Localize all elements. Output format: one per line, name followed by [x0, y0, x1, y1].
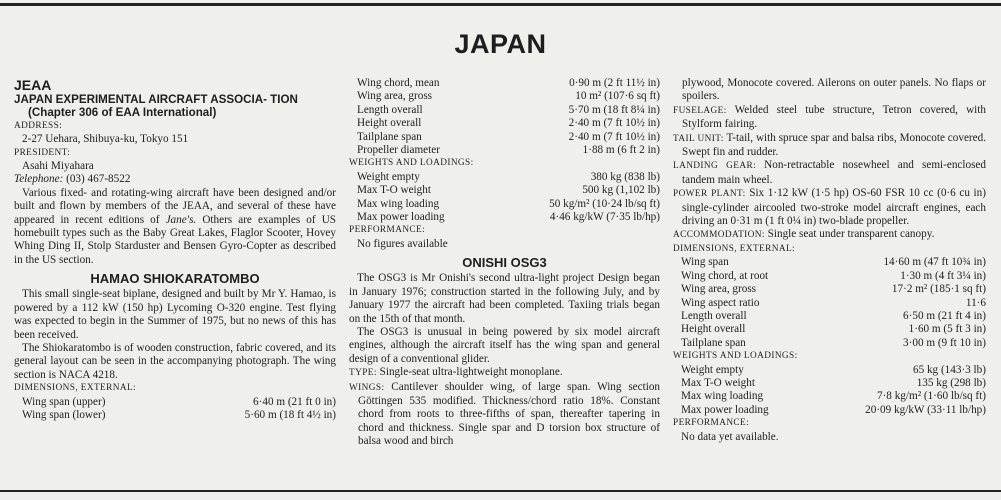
spec-value: 14·60 m (47 ft 10¾ in): [883, 256, 986, 269]
telephone-line: [14, 173, 336, 186]
wings-label: WINGS:: [349, 382, 385, 393]
onishi-performance-text: No data yet available.: [681, 430, 779, 443]
hamao-performance-text: No figures available: [357, 237, 448, 250]
accommodation-label: ACCOMMODATION:: [673, 230, 765, 241]
spec-row: [673, 377, 986, 390]
spec-label: Wing span (upper): [22, 395, 106, 408]
telephone-number: (03) 467-8522: [66, 173, 131, 186]
president-name: Asahi Miyahara: [22, 160, 94, 173]
spec-label: Propeller diameter: [357, 144, 440, 157]
spec-value: 1·88 m (6 ft 2 in): [582, 144, 660, 157]
onishi-wings: [349, 381, 660, 449]
spec-row: [673, 297, 986, 310]
intro-text-b: Others are examples of US homebuilt types such as the Baby Great Lakes, Flaglor Scooter, Hovey Whing Ding II, Stolp Starduster and Bensen Gyro-Copter as described in the US section.: [14, 213, 336, 266]
spec-value: 1·60 m (5 ft 3 in): [908, 323, 986, 336]
spec-label: Wing chord, at root: [681, 269, 769, 282]
column-2: [349, 77, 660, 449]
hamao-weights-label: WEIGHTS AND LOADINGS:: [349, 158, 474, 169]
spec-label: Wing area, gross: [681, 283, 757, 296]
address-label: ADDRESS:: [14, 120, 63, 131]
spec-row: [673, 310, 986, 323]
telephone-label: Telephone:: [14, 173, 64, 186]
spec-row: [673, 404, 986, 417]
spec-row: [14, 409, 336, 422]
tail-label: TAIL UNIT:: [673, 133, 724, 144]
column-1: [14, 77, 336, 422]
onishi-paragraph-1: The OSG3 is Mr Onishi's second ultra-light project Design began in January 1976; construction started in the following July, and by January 1977 the aircraft had been completed. Taxiing trials began on the 15th of that month.: [349, 272, 660, 325]
spec-label: Wing span (lower): [22, 408, 106, 421]
spec-label: Height overall: [357, 117, 422, 130]
onishi-dimensions-label: DIMENSIONS, EXTERNAL:: [673, 243, 796, 254]
onishi-performance-label: PERFORMANCE:: [673, 418, 750, 429]
page-title: JAPAN: [454, 29, 547, 59]
spec-value: 10 m² (107·6 sq ft): [575, 90, 660, 103]
bottom-rule: [0, 490, 1001, 492]
spec-value: 380 kg (838 lb): [590, 170, 660, 183]
spec-row: [14, 396, 336, 409]
spec-label: Length overall: [681, 309, 747, 322]
spec-row: [349, 131, 660, 144]
spec-label: Weight empty: [357, 170, 420, 183]
spec-label: Wing area, gross: [357, 90, 433, 103]
tail-text: T-tail, with spruce spar and balsa ribs, Monocote covered. Swept fin and rudder.: [682, 131, 986, 159]
spec-label: Wing chord, mean: [357, 77, 440, 89]
spec-row: [673, 337, 986, 350]
spec-value: 4·46 kg/kW (7·35 lb/hp): [549, 211, 660, 224]
onishi-weights-label: WEIGHTS AND LOADINGS:: [673, 351, 798, 362]
spec-label: Max power loading: [681, 403, 769, 416]
spec-label: Max wing loading: [681, 390, 764, 403]
onishi-heading: ONISHI OSG3: [462, 255, 547, 271]
spec-row: [349, 77, 660, 90]
spec-value: 2·40 m (7 ft 10½ in): [568, 130, 660, 143]
spec-label: Height overall: [681, 323, 746, 336]
spec-value: 500 kg (1,102 lb): [582, 184, 660, 197]
spec-value: 65 kg (143·3 lb): [912, 363, 986, 376]
spec-value: 135 kg (298 lb): [916, 376, 986, 389]
type-label: TYPE:: [349, 368, 377, 379]
spec-row: [673, 364, 986, 377]
fuselage-text: Welded steel tube structure, Tetron covered, with Stylform fairing.: [682, 103, 986, 131]
spec-value: 3·00 m (9 ft 10 in): [903, 336, 986, 349]
spec-value: 2·40 m (7 ft 10½ in): [568, 117, 660, 130]
onishi-type: [349, 366, 660, 380]
hamao-paragraph-1: This small single-seat biplane, designed and built by Mr Y. Hamao, is powered by a 112 kW (150 hp) Lycoming O-320 engine. Test flying was expected to begin in the Summer of 1975, but no news of this has been received.: [14, 288, 336, 341]
onishi-tail: [673, 132, 986, 160]
spec-row: [349, 117, 660, 130]
spec-label: Max power loading: [357, 211, 445, 224]
onishi-accommodation: [673, 228, 986, 242]
spec-label: Length overall: [357, 103, 423, 116]
address-text: 2-27 Uehara, Shibuya-ku, Tokyo 151: [22, 133, 189, 146]
spec-value: 7·8 kg/m² (1·60 lb/sq ft): [876, 390, 986, 403]
spec-row: [349, 144, 660, 157]
intro-text-a: Various fixed- and rotating-wing aircraft have been designed and/or built and flown by members of the JEAA, and several of these have appeared in recent editions of: [14, 186, 336, 226]
spec-label: Max T-O weight: [681, 376, 755, 389]
spec-row: [673, 270, 986, 283]
org-full-name: JAPAN EXPERIMENTAL AIRCRAFT ASSOCIA- TION (Chapter 306 of EAA International): [14, 93, 298, 120]
president-label: PRESIDENT:: [14, 147, 71, 158]
spec-value: 11·6: [965, 296, 986, 309]
column-3: [673, 77, 986, 444]
spec-label: Wing aspect ratio: [681, 296, 760, 309]
spec-value: 5·70 m (18 ft 8¼ in): [568, 103, 660, 116]
onishi-power: [673, 187, 986, 228]
hamao-dimensions-label: DIMENSIONS, EXTERNAL:: [14, 383, 137, 394]
fuselage-label: FUSELAGE:: [673, 105, 727, 116]
spec-value: 1·30 m (4 ft 3¼ in): [900, 269, 986, 282]
spec-row: [349, 184, 660, 197]
onishi-paragraph-2: The OSG3 is unusual in being powered by six model aircraft engines, although the aircraft itself has the wing span and general design of a conventional glider.: [349, 325, 660, 365]
org-heading: JEAA: [14, 77, 52, 93]
onishi-fuselage: [673, 104, 986, 132]
wings-text: Cantilever shoulder wing, of large span. Wing section Göttingen 535 modified. Thickness/chord ratio 18%. Constant chord from roots to three-fifths of span, thereafter tapering in chord and thickness. Single spar and D torsion box structure of balsa wood and birch: [358, 380, 661, 448]
onishi-gear: [673, 159, 986, 187]
power-label: POWER PLANT:: [673, 189, 746, 200]
spec-label: Tailplane span: [357, 130, 422, 143]
gear-label: LANDING GEAR:: [673, 161, 757, 172]
spec-row: [349, 104, 660, 117]
spec-value: 50 kg/m² (10·24 lb/sq ft): [549, 197, 660, 210]
hamao-heading: HAMAO SHIOKARATOMBO: [90, 271, 260, 287]
spec-value: 6·40 m (21 ft 0 in): [253, 395, 336, 408]
hamao-paragraph-2: The Shiokaratombo is of wooden construction, fabric covered, and its general layout can be seen in the accompanying photograph. The wing section is NACA 4218.: [14, 341, 336, 381]
wings-continued: plywood, Monocote covered. Ailerons on outer panels. No flaps or spoilers.: [682, 77, 986, 103]
intro-paragraph: [14, 187, 336, 267]
intro-text-italic: Jane's.: [165, 213, 197, 226]
accommodation-text: Single seat under transparent canopy.: [767, 228, 935, 241]
spec-row: [673, 390, 986, 403]
spec-row: [673, 323, 986, 336]
spec-label: Max T-O weight: [357, 184, 431, 197]
spec-value: 17·2 m² (185·1 sq ft): [891, 283, 986, 296]
power-text: Six 1·12 kW (1·5 hp) OS-60 FSR 10 cc (0·6 cu in) single-cylinder aircooled two-stroke model aircraft engines, each driving an 0·31 m (1 ft 0¼ in) two-blade propeller.: [682, 187, 986, 228]
spec-label: Weight empty: [681, 363, 744, 376]
spec-label: Max wing loading: [357, 197, 440, 210]
spec-value: 5·60 m (18 ft 4½ in): [244, 408, 336, 421]
spec-row: [349, 90, 660, 103]
spec-label: Tailplane span: [681, 336, 746, 349]
type-text: Single-seat ultra-lightweight monoplane.: [379, 366, 563, 379]
top-rule: [0, 3, 1001, 6]
spec-row: [349, 171, 660, 184]
spec-row: [673, 283, 986, 296]
spec-value: 0·90 m (2 ft 11½ in): [569, 77, 660, 89]
spec-row: [349, 198, 660, 211]
spec-label: Wing span: [681, 256, 729, 269]
spec-row: [673, 256, 986, 269]
hamao-performance-label: PERFORMANCE:: [349, 225, 426, 236]
gear-text: Non-retractable nosewheel and semi-enclosed tandem main wheel.: [682, 159, 986, 186]
spec-value: 20·09 kg/kW (33·11 lb/hp): [865, 403, 986, 416]
spec-value: 6·50 m (21 ft 4 in): [903, 309, 986, 322]
spec-row: [349, 211, 660, 224]
